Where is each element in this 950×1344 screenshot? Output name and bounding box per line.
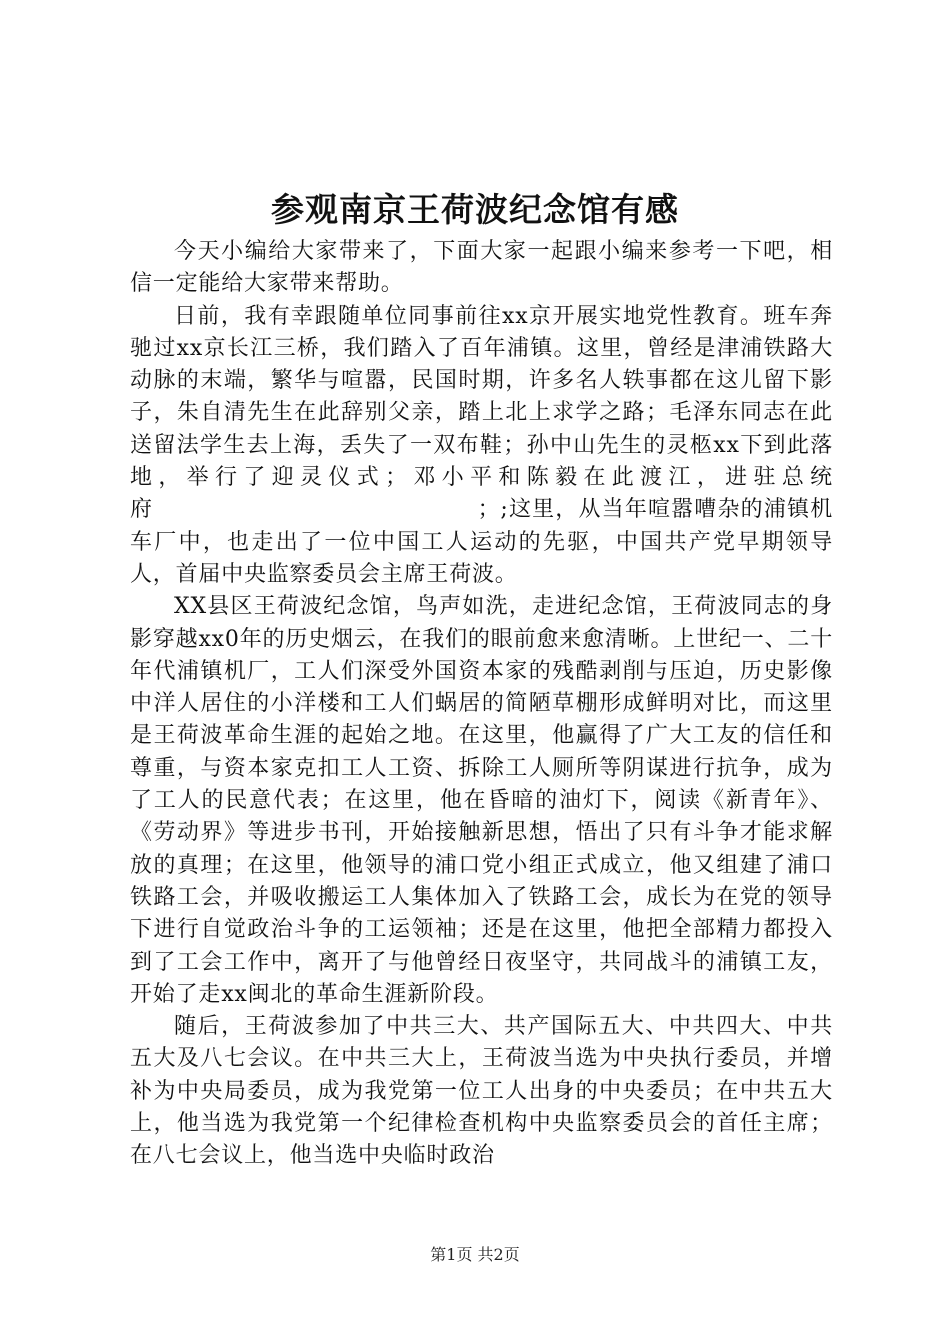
page-footer: 第1页 共2页: [430, 1245, 520, 1264]
document-body: [130, 236, 833, 1173]
paragraph: 今天小编给大家带来了，下面大家一起跟小编来参考一下吧，相信一定能给大家带来帮助。: [130, 239, 833, 297]
paragraph: 随后，王荷波参加了中共三大、共产国际五大、中共四大、中共五大及八七会议。在中共三大上，王荷波当选为中央执行委员，并增补为中央局委员，成为我党第一位工人出身的中央委员；在中共五大上，他当选为我党第一个纪律检查机构中央监察委员会的首任主席；在八七会议上，他当选中央临时政治: [130, 1014, 833, 1169]
paragraph: XX县区王荷波纪念馆，鸟声如洗，走进纪念馆，王荷波同志的身影穿越xx0年的历史烟云，在我们的眼前愈来愈清晰。上世纪一、二十年代浦镇机厂，工人们深受外国资本家的残酷剥削与压迫，历史影像中洋人居住的小洋楼和工人们蜗居的简陋草棚形成鲜明对比，而这里是王荷波革命生涯的起始之地。在这里，他赢得了广大工友的信任和尊重，与资本家克扣工人工资、拆除工人厕所等阴谋进行抗争，成为了工人的民意代表；在这里，他在昏暗的油灯下，阅读《新青年》、《劳动界》等进步书刊，开始接触新思想，悟出了只有斗争才能求解放的真理；在这里，他领导的浦口党小组正式成立，他又组建了浦口铁路工会，并吸收搬运工人集体加入了铁路工会，成长为在党的领导下进行自觉政治斗争的工运领袖；还是在这里，他把全部精力都投入到了工会工作中，离开了与他曾经日夜坚守，共同战斗的浦镇工友，开始了走xx闽北的革命生涯新阶段。: [130, 594, 833, 1007]
paragraph: 日前，我有幸跟随单位同事前往xx京开展实地党性教育。班车奔驰过xx京长江三桥，我们踏入了百年浦镇。这里，曾经是津浦铁路大动脉的末端，繁华与喧嚣，民国时期，许多名人轶事都在这儿留下影子，朱自清先生在此辞别父亲，踏上北上求学之路；毛泽东同志在此送留法学生去上海，丢失了一双布鞋；孙中山先生的灵柩xx下到此落地，举行了迎灵仪式；邓小平和陈毅在此渡江，进驻总统府 ；;这里，从当年喧嚣嘈杂的浦镇机车厂中，也走出了一位中国工人运动的先驱，中国共产党早期领导人，首届中央监察委员会主席王荷波。: [130, 303, 833, 587]
document-title: 参观南京王荷波纪念馆有感: [271, 190, 679, 229]
